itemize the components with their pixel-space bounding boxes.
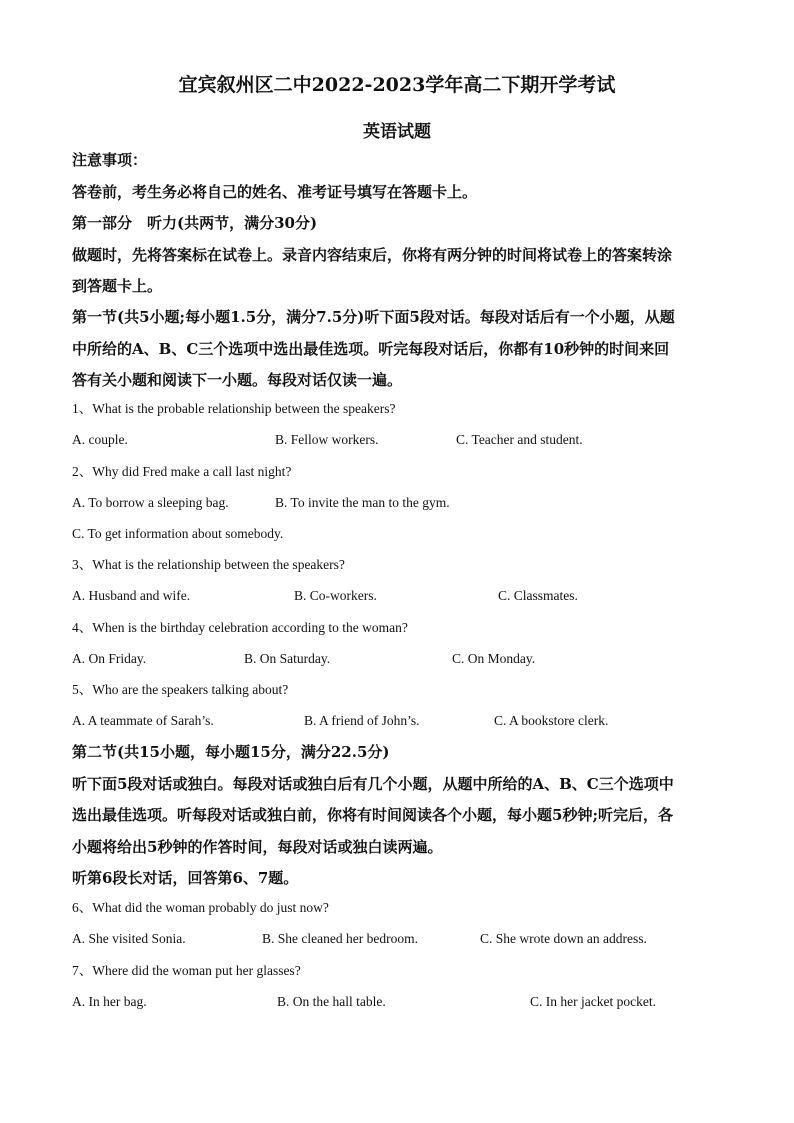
- question-2-option-a: A. To borrow a sleeping bag.: [72, 495, 229, 510]
- question-6-option-b: B. She cleaned her bedroom.: [262, 931, 418, 946]
- question-5-option-a: A. A teammate of Sarah’s.: [72, 713, 214, 728]
- section1-instruction-line3: 答有关小题和阅读下一小题。每段对话仅读一遍。: [72, 371, 403, 389]
- section1-instruction-line1: 第一节(共5小题;每小题1.5分，满分7.5分)听下面5段对话。每段对话后有一个小题，从题: [72, 308, 675, 326]
- question-3-option-c: C. Classmates.: [498, 588, 578, 603]
- question-4: 4、When is the birthday celebration according to the woman?: [72, 620, 408, 635]
- question-6-option-c: C. She wrote down an address.: [480, 931, 647, 946]
- section1-instruction-line2: 中所给的A、B、C三个选项中选出最佳选项。听完每段对话后，你都有10秒钟的时间来回: [72, 340, 670, 358]
- question-6-option-a: A. She visited Sonia.: [72, 931, 186, 946]
- notice-heading: 注意事项：: [72, 151, 148, 169]
- question-3: 3、What is the relationship between the speakers?: [72, 557, 345, 572]
- dialog-6-heading: 听第6段长对话，回答第6、7题。: [72, 869, 299, 887]
- section2-heading: 第二节(共15小题，每小题15分，满分22.5分): [72, 743, 390, 761]
- question-4-option-a: A. On Friday.: [72, 651, 147, 666]
- exam-subtitle: 英语试题: [363, 122, 431, 142]
- question-6: 6、What did the woman probably do just now?: [72, 900, 329, 915]
- question-7-option-a: A. In her bag.: [72, 994, 147, 1009]
- question-1-option-c: C. Teacher and student.: [456, 432, 583, 447]
- question-1-option-b: B. Fellow workers.: [275, 432, 379, 447]
- question-1-option-a: A. couple.: [72, 432, 128, 447]
- question-2-option-c: C. To get information about somebody.: [72, 526, 284, 541]
- section2-instruction-line2: 选出最佳选项。听每段对话或独白前，你将有时间阅读各个小题，每小题5秒钟;听完后，各: [72, 806, 673, 824]
- exam-title: 宜宾叙州区二中2022-2023学年高二下期开学考试: [178, 74, 616, 96]
- section2-instruction-line1: 听下面5段对话或独白。每段对话或独白后有几个小题，从题中所给的A、B、C三个选项中: [72, 775, 674, 793]
- question-3-option-b: B. Co-workers.: [294, 588, 377, 603]
- question-4-option-c: C. On Monday.: [452, 651, 536, 666]
- question-7-option-b: B. On the hall table.: [277, 994, 386, 1009]
- question-5: 5、Who are the speakers talking about?: [72, 682, 289, 697]
- question-5-option-b: B. A friend of John’s.: [304, 713, 420, 728]
- section2-instruction-line3: 小题将给出5秒钟的作答时间，每段对话或独白读两遍。: [72, 838, 443, 856]
- part1-instruction-line1: 做题时，先将答案标在试卷上。录音内容结束后，你将有两分钟的时间将试卷上的答案转涂: [72, 246, 673, 264]
- part1-heading: 第一部分 听力(共两节，满分30分): [72, 214, 318, 232]
- question-2: 2、Why did Fred make a call last night?: [72, 464, 292, 479]
- notice-text: 答卷前，考生务必将自己的姓名、准考证号填写在答题卡上。: [72, 183, 478, 201]
- question-5-option-c: C. A bookstore clerk.: [494, 713, 609, 728]
- question-7: 7、Where did the woman put her glasses?: [72, 963, 301, 978]
- part1-instruction-line2: 到答题卡上。: [72, 277, 163, 295]
- question-4-option-b: B. On Saturday.: [244, 651, 331, 666]
- question-7-option-c: C. In her jacket pocket.: [530, 994, 656, 1009]
- question-1: 1、What is the probable relationship between the speakers?: [72, 401, 396, 416]
- question-3-option-a: A. Husband and wife.: [72, 588, 191, 603]
- question-2-option-b: B. To invite the man to the gym.: [275, 495, 450, 510]
